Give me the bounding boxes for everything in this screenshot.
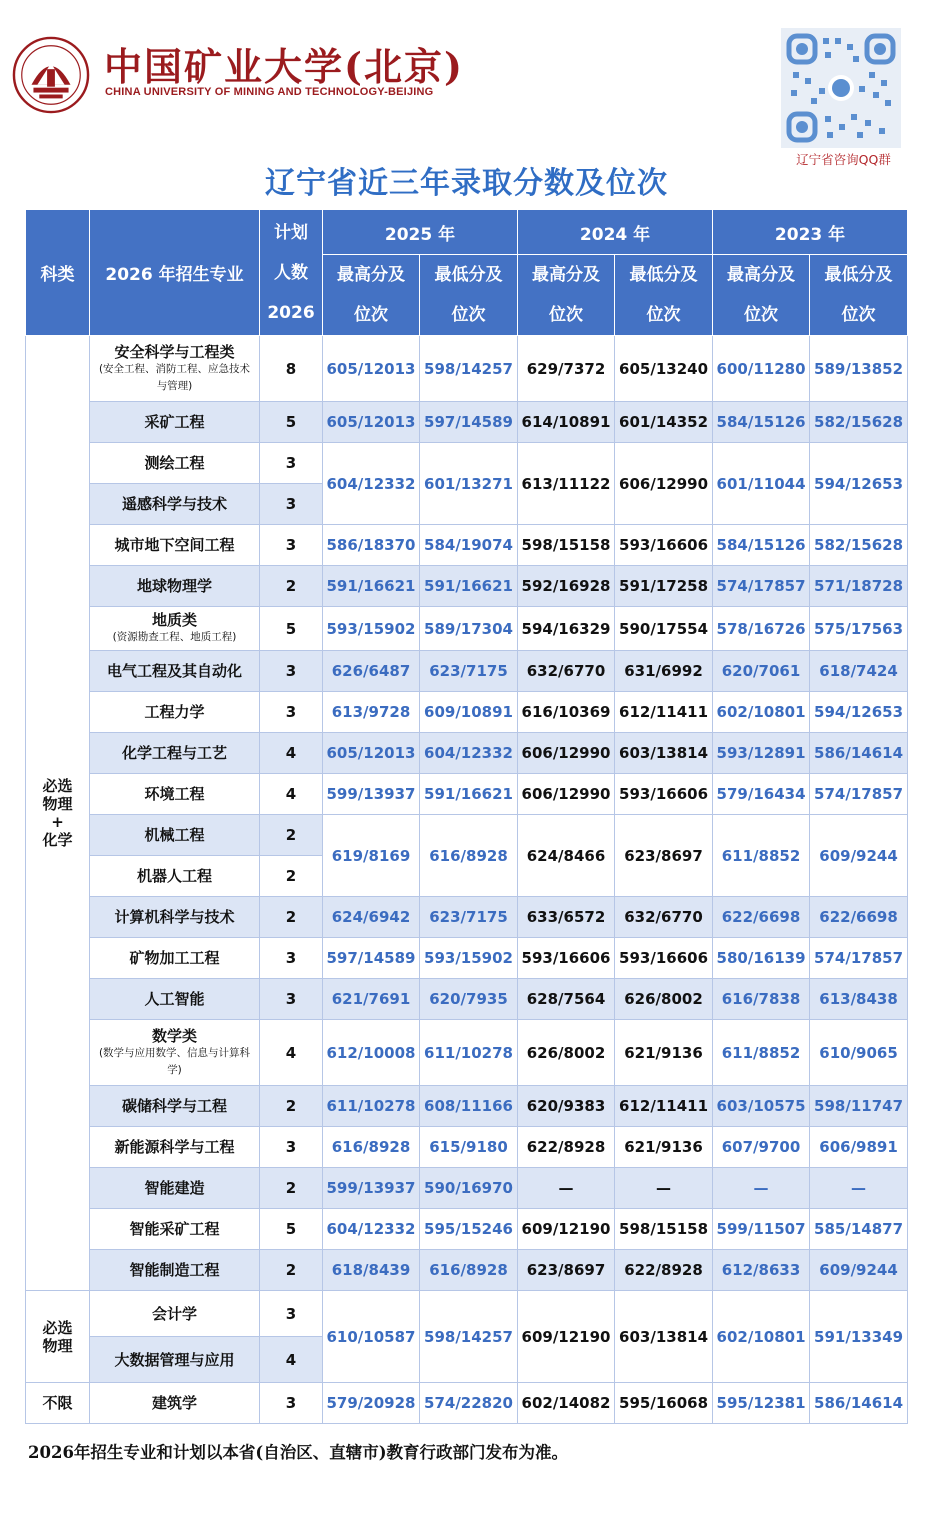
score-cell: 606/12990 [615, 443, 713, 525]
score-cell: 616/10369 [518, 692, 615, 733]
score-cell: 606/9891 [810, 1127, 908, 1168]
plan-count-cell: 8 [260, 336, 323, 402]
score-cell: 598/11747 [810, 1086, 908, 1127]
major-cell [90, 1250, 260, 1291]
score-cell: 616/8928 [420, 1250, 518, 1291]
score-cell: 614/10891 [518, 402, 615, 443]
table-row [26, 979, 908, 1020]
table-row [26, 1086, 908, 1127]
score-cell: — [518, 1168, 615, 1209]
score-cell: 601/13271 [420, 443, 518, 525]
score-cell: 623/8697 [615, 815, 713, 897]
major-cell [90, 1127, 260, 1168]
major-name: 机械工程 [144, 826, 205, 844]
table-row [26, 1383, 908, 1424]
score-cell: 602/10801 [713, 1291, 810, 1383]
table-row [26, 1168, 908, 1209]
score-cell: 611/10278 [323, 1086, 420, 1127]
score-cell: 579/20928 [323, 1383, 420, 1424]
score-cell: 611/8852 [713, 1020, 810, 1086]
score-cell: 620/7061 [713, 651, 810, 692]
score-cell: 594/16329 [518, 607, 615, 651]
major-cell [90, 774, 260, 815]
category-line: + [51, 813, 64, 831]
score-cell: 604/12332 [323, 1209, 420, 1250]
major-name: 环境工程 [144, 785, 205, 803]
header-min-2025: 最低分及 位次 [420, 255, 518, 336]
table-row [26, 607, 908, 651]
score-cell: 599/13937 [323, 1168, 420, 1209]
score-cell: — [713, 1168, 810, 1209]
score-cell: 632/6770 [518, 651, 615, 692]
score-cell: 582/15628 [810, 402, 908, 443]
plan-count-cell: 4 [260, 733, 323, 774]
major-subtitle: (安全工程、消防工程、应急技术与管理) [98, 362, 251, 392]
score-cell: 613/9728 [323, 692, 420, 733]
plan-count-cell: 3 [260, 938, 323, 979]
score-cell: 574/17857 [810, 774, 908, 815]
major-cell [90, 443, 260, 484]
table-row [26, 651, 908, 692]
table-row [26, 1250, 908, 1291]
score-cell: 626/6487 [323, 651, 420, 692]
score-cell: 629/7372 [518, 336, 615, 402]
major-name: 人工智能 [144, 990, 205, 1008]
score-cell: 582/15628 [810, 525, 908, 566]
score-cell: 595/15246 [420, 1209, 518, 1250]
table-row [26, 938, 908, 979]
score-cell: 606/12990 [518, 774, 615, 815]
score-cell: 593/16606 [615, 774, 713, 815]
category-line: 物理 [42, 795, 73, 813]
major-name: 采矿工程 [144, 413, 205, 431]
score-cell: 602/10801 [713, 692, 810, 733]
score-cell: 611/10278 [420, 1020, 518, 1086]
table-row [26, 897, 908, 938]
qr-code-icon[interactable] [781, 28, 901, 148]
major-name: 会计学 [151, 1304, 197, 1323]
score-cell: 609/10891 [420, 692, 518, 733]
plan-count-cell: 3 [260, 692, 323, 733]
major-name: 建筑学 [151, 1394, 197, 1412]
table-row [26, 774, 908, 815]
score-cell: 575/17563 [810, 607, 908, 651]
score-cell: — [615, 1168, 713, 1209]
university-name-en: CHINA UNIVERSITY OF MINING AND TECHNOLOGY-BEIJING [105, 86, 434, 98]
score-cell: 593/16606 [615, 938, 713, 979]
category-cell [26, 1291, 90, 1383]
table-row [26, 1127, 908, 1168]
major-subtitle: (资源勘查工程、地质工程) [112, 631, 237, 644]
plan-count-cell: 2 [260, 815, 323, 856]
plan-count-cell: 2 [260, 897, 323, 938]
major-cell [90, 566, 260, 607]
plan-count-cell: 2 [260, 856, 323, 897]
score-cell: 611/8852 [713, 815, 810, 897]
major-cell [90, 1337, 260, 1383]
score-cell: 631/6992 [615, 651, 713, 692]
score-cell: 623/7175 [420, 651, 518, 692]
score-cell: 602/14082 [518, 1383, 615, 1424]
qr-caption: 辽宁省咨询QQ群 [796, 152, 891, 167]
footnote: 2026年招生专业和计划以本省(自治区、直辖市)教育行政部门发布为准。 [28, 1443, 569, 1462]
table-row [26, 733, 908, 774]
score-cell: 622/8928 [518, 1127, 615, 1168]
score-cell: 613/8438 [810, 979, 908, 1020]
plan-count-cell: 2 [260, 1086, 323, 1127]
category-line: 必选 [42, 777, 73, 795]
major-cell [90, 856, 260, 897]
score-cell: 604/12332 [420, 733, 518, 774]
score-cell: 606/12990 [518, 733, 615, 774]
table-row [26, 692, 908, 733]
university-emblem-icon [12, 36, 90, 114]
plan-count-cell: 4 [260, 774, 323, 815]
major-cell [90, 1209, 260, 1250]
table-row [26, 1209, 908, 1250]
score-cell: 622/6698 [713, 897, 810, 938]
table-row [26, 1291, 908, 1337]
score-cell: 615/9180 [420, 1127, 518, 1168]
score-cell: 610/10587 [323, 1291, 420, 1383]
header-plan: 计划 人数 2026 [260, 210, 323, 336]
header [0, 0, 933, 200]
score-cell: 607/9700 [713, 1127, 810, 1168]
score-cell: 620/9383 [518, 1086, 615, 1127]
plan-count-cell: 2 [260, 1168, 323, 1209]
major-name: 计算机科学与技术 [114, 908, 235, 926]
score-cell: 605/13240 [615, 336, 713, 402]
category-cell [26, 336, 90, 1291]
plan-count-cell: 3 [260, 1127, 323, 1168]
score-cell: 585/14877 [810, 1209, 908, 1250]
major-name: 电气工程及其自动化 [106, 662, 242, 680]
score-cell: 584/15126 [713, 525, 810, 566]
major-cell [90, 607, 260, 651]
score-cell: 623/7175 [420, 897, 518, 938]
major-subtitle: (数学与应用数学、信息与计算科学) [98, 1046, 251, 1076]
plan-count-cell: 3 [260, 1291, 323, 1337]
score-cell: 618/8439 [323, 1250, 420, 1291]
table-row [26, 402, 908, 443]
major-name: 工程力学 [144, 703, 205, 721]
score-cell: 574/22820 [420, 1383, 518, 1424]
score-cell: 609/9244 [810, 815, 908, 897]
major-name: 大数据管理与应用 [114, 1350, 235, 1369]
score-cell: 610/9065 [810, 1020, 908, 1086]
score-cell: 593/16606 [518, 938, 615, 979]
score-cell: 619/8169 [323, 815, 420, 897]
table-row [26, 1020, 908, 1086]
score-cell: 591/16621 [323, 566, 420, 607]
score-cell: 599/13937 [323, 774, 420, 815]
table-row [26, 566, 908, 607]
score-cell: 633/6572 [518, 897, 615, 938]
score-cell: 609/12190 [518, 1291, 615, 1383]
score-cell: 594/12653 [810, 443, 908, 525]
score-cell: 574/17857 [713, 566, 810, 607]
major-name: 智能采矿工程 [129, 1220, 220, 1238]
score-cell: 621/7691 [323, 979, 420, 1020]
score-cell: 616/7838 [713, 979, 810, 1020]
score-cell: 599/11507 [713, 1209, 810, 1250]
major-cell [90, 815, 260, 856]
page-title: 辽宁省近三年录取分数及位次 [265, 166, 668, 201]
category-line: 化学 [42, 831, 73, 849]
plan-count-cell: 3 [260, 525, 323, 566]
score-cell: 632/6770 [615, 897, 713, 938]
header-major: 2026 年招生专业 [90, 210, 260, 336]
major-cell [90, 979, 260, 1020]
header-year-2025: 2025 年 [323, 210, 518, 255]
score-cell: 591/16621 [420, 774, 518, 815]
major-name: 数学类 [151, 1026, 197, 1045]
category-line: 物理 [42, 1336, 73, 1355]
score-cell: 605/12013 [323, 402, 420, 443]
major-cell [90, 525, 260, 566]
score-cell: 578/16726 [713, 607, 810, 651]
score-cell: 595/12381 [713, 1383, 810, 1424]
major-name: 碳储科学与工程 [121, 1097, 227, 1115]
admission-scores-table [25, 209, 908, 1424]
header-year-2024: 2024 年 [518, 210, 713, 255]
score-cell: 623/8697 [518, 1250, 615, 1291]
score-cell: 604/12332 [323, 443, 420, 525]
major-cell [90, 1383, 260, 1424]
score-cell: 571/18728 [810, 566, 908, 607]
score-cell: 593/16606 [615, 525, 713, 566]
header-min-2024: 最低分及 位次 [615, 255, 713, 336]
header-max-2024: 最高分及 位次 [518, 255, 615, 336]
major-name: 安全科学与工程类 [114, 342, 235, 361]
plan-count-cell: 4 [260, 1337, 323, 1383]
score-cell: 594/12653 [810, 692, 908, 733]
score-cell: 603/10575 [713, 1086, 810, 1127]
table-row [26, 525, 908, 566]
score-cell: 600/11280 [713, 336, 810, 402]
plan-count-cell: 2 [260, 566, 323, 607]
major-cell [90, 402, 260, 443]
table-row [26, 336, 908, 402]
major-name: 智能建造 [144, 1179, 205, 1197]
score-cell: 584/15126 [713, 402, 810, 443]
plan-count-cell: 3 [260, 979, 323, 1020]
score-cell: 591/17258 [615, 566, 713, 607]
score-cell: 605/12013 [323, 733, 420, 774]
major-name: 矿物加工工程 [129, 949, 220, 967]
header-max-2023: 最高分及 位次 [713, 255, 810, 336]
major-name: 机器人工程 [136, 867, 212, 885]
category-cell [26, 1383, 90, 1424]
score-cell: 593/12891 [713, 733, 810, 774]
plan-count-cell: 5 [260, 1209, 323, 1250]
score-cell: 618/7424 [810, 651, 908, 692]
score-cell: 605/12013 [323, 336, 420, 402]
score-cell: 616/8928 [420, 815, 518, 897]
header-min-2023: 最低分及 位次 [810, 255, 908, 336]
major-name: 地球物理学 [136, 577, 212, 595]
plan-count-cell: 3 [260, 443, 323, 484]
score-cell: 626/8002 [518, 1020, 615, 1086]
plan-count-cell: 2 [260, 1250, 323, 1291]
score-cell: 622/6698 [810, 897, 908, 938]
score-cell: 612/11411 [615, 692, 713, 733]
score-cell: 579/16434 [713, 774, 810, 815]
score-cell: 580/16139 [713, 938, 810, 979]
major-name: 地质类 [151, 611, 197, 630]
score-cell: 597/14589 [323, 938, 420, 979]
major-cell [90, 692, 260, 733]
category-line: 不限 [42, 1394, 73, 1412]
plan-count-cell: 3 [260, 484, 323, 525]
score-cell: 586/18370 [323, 525, 420, 566]
major-cell [90, 733, 260, 774]
table-row [26, 815, 908, 856]
major-cell [90, 1020, 260, 1086]
major-cell [90, 1086, 260, 1127]
category-line: 必选 [42, 1318, 73, 1337]
score-cell: 613/11122 [518, 443, 615, 525]
score-cell: 589/13852 [810, 336, 908, 402]
score-cell: 586/14614 [810, 733, 908, 774]
score-cell: 598/15158 [615, 1209, 713, 1250]
table-body [26, 336, 908, 1424]
major-cell [90, 1291, 260, 1337]
score-cell: 624/6942 [323, 897, 420, 938]
score-cell: 609/9244 [810, 1250, 908, 1291]
plan-count-cell: 4 [260, 1020, 323, 1086]
score-cell: 589/17304 [420, 607, 518, 651]
score-cell: 612/11411 [615, 1086, 713, 1127]
score-cell: 612/10008 [323, 1020, 420, 1086]
major-name: 智能制造工程 [129, 1261, 220, 1279]
major-cell [90, 1168, 260, 1209]
score-cell: 622/8928 [615, 1250, 713, 1291]
plan-count-cell: 5 [260, 402, 323, 443]
score-cell: 612/8633 [713, 1250, 810, 1291]
major-name: 遥感科学与技术 [121, 495, 227, 513]
score-cell: 590/17554 [615, 607, 713, 651]
score-cell: 591/13349 [810, 1291, 908, 1383]
score-cell: 621/9136 [615, 1020, 713, 1086]
score-cell: 598/15158 [518, 525, 615, 566]
score-cell: 584/19074 [420, 525, 518, 566]
score-cell: 603/13814 [615, 1291, 713, 1383]
header-category: 科类 [26, 210, 90, 336]
plan-count-cell: 3 [260, 1383, 323, 1424]
major-name: 测绘工程 [144, 454, 205, 472]
header-year-2023: 2023 年 [713, 210, 908, 255]
major-cell [90, 484, 260, 525]
major-cell [90, 897, 260, 938]
score-cell: 626/8002 [615, 979, 713, 1020]
major-cell [90, 938, 260, 979]
score-cell: 593/15902 [420, 938, 518, 979]
score-cell: — [810, 1168, 908, 1209]
major-cell [90, 651, 260, 692]
score-cell: 608/11166 [420, 1086, 518, 1127]
header-max-2025: 最高分及 位次 [323, 255, 420, 336]
score-cell: 603/13814 [615, 733, 713, 774]
university-name-cn: 中国矿业大学(北京) [104, 44, 464, 89]
score-cell: 620/7935 [420, 979, 518, 1020]
score-cell: 591/16621 [420, 566, 518, 607]
plan-count-cell: 3 [260, 651, 323, 692]
major-name: 城市地下空间工程 [114, 536, 235, 554]
score-cell: 616/8928 [323, 1127, 420, 1168]
major-name: 新能源科学与工程 [114, 1138, 235, 1156]
score-cell: 592/16928 [518, 566, 615, 607]
major-cell [90, 336, 260, 402]
table-row [26, 443, 908, 484]
score-cell: 624/8466 [518, 815, 615, 897]
score-cell: 593/15902 [323, 607, 420, 651]
score-cell: 598/14257 [420, 336, 518, 402]
score-cell: 574/17857 [810, 938, 908, 979]
score-cell: 621/9136 [615, 1127, 713, 1168]
score-cell: 595/16068 [615, 1383, 713, 1424]
score-cell: 597/14589 [420, 402, 518, 443]
score-cell: 609/12190 [518, 1209, 615, 1250]
major-name: 化学工程与工艺 [121, 744, 227, 762]
score-cell: 590/16970 [420, 1168, 518, 1209]
score-cell: 586/14614 [810, 1383, 908, 1424]
score-cell: 628/7564 [518, 979, 615, 1020]
plan-count-cell: 5 [260, 607, 323, 651]
score-cell: 601/14352 [615, 402, 713, 443]
score-cell: 598/14257 [420, 1291, 518, 1383]
score-cell: 601/11044 [713, 443, 810, 525]
